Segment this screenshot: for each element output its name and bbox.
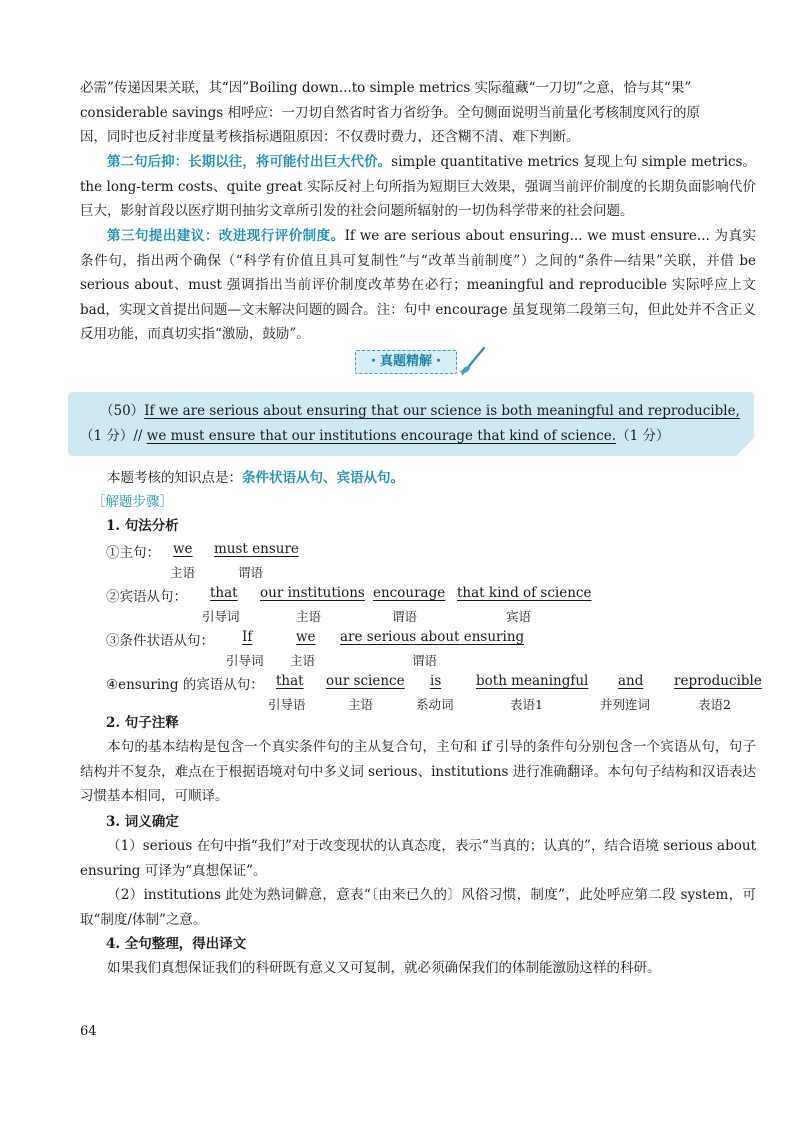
step-3-title: 3. 词义确定 xyxy=(106,814,179,830)
syntax-role: 系动词 xyxy=(416,697,454,712)
syntax-role: 谓语 xyxy=(238,565,264,580)
knowledge-prefix: 本题考核的知识点是： xyxy=(107,470,242,486)
syntax-role: 表语1 xyxy=(510,697,543,712)
syntax-row-conditional-clause-roles xyxy=(106,651,756,671)
syntax-row-object-clause xyxy=(106,585,756,605)
question-sentence-part2: we must ensure that our institutions encourage that kind of science. xyxy=(146,428,617,444)
syntax-role: 主语 xyxy=(290,653,316,668)
p1-line3: 因，同时也反衬非度量考核指标遇阻原因：不仅费时费力，还含糊不清、难下判断。 xyxy=(80,129,580,145)
syntax-label: ①主句： xyxy=(106,545,160,561)
syntax-row-main xyxy=(106,541,756,561)
syntax-word: reproducible xyxy=(674,673,762,689)
syntax-role: 并列连词 xyxy=(600,697,651,712)
knowledge-points xyxy=(80,466,756,491)
step-2-title: 2. 句子注释 xyxy=(106,715,179,731)
syntax-role: 表语2 xyxy=(698,697,731,712)
syntax-role: 引导词 xyxy=(226,653,264,668)
syntax-word: that kind of science xyxy=(457,585,592,601)
section-tag xyxy=(355,346,495,378)
knowledge-list: 条件状语从句、宾语从句。 xyxy=(242,470,404,486)
syntax-word: we xyxy=(296,629,316,645)
p1-line1: 必需”传递因果关联，其“因”Boiling down...to simple metrics 实际蕴藏“一刀切”之意，恰与其“果” xyxy=(80,80,692,96)
question-number: （50） xyxy=(100,403,145,419)
syntax-word: we xyxy=(173,541,193,557)
step-4-text: 如果我们真想保证我们的科研既有意义又可复制，就必须确保我们的体制能激励这样的科研。 xyxy=(107,960,661,976)
step-3-item-1: （1）serious 在句中指“我们”对于改变现状的认真态度，表示“当真的；认真的”，结合语境 serious about ensuring 可译为“真想保证”。 xyxy=(80,838,756,879)
syntax-word: our institutions xyxy=(260,585,365,601)
syntax-role: 主语 xyxy=(170,565,196,580)
syntax-row-main-roles xyxy=(106,563,756,583)
syntax-word: If xyxy=(242,629,253,645)
syntax-role: 宾语 xyxy=(506,609,532,624)
brush-icon xyxy=(457,346,487,376)
syntax-word: is xyxy=(430,673,442,689)
step-2-text: 本句的基本结构是包含一个真实条件句的主从复合句，主句和 if 引导的条件句分别包含一个宾语从句，句子结构并不复杂，难点在于根据语境对句中多义词 serious、institutions 进行准确翻译。本句句子结构和汉语表达习惯基本相同，可顺译。 xyxy=(80,739,756,804)
syntax-row-object-clause-roles xyxy=(106,607,756,627)
syntax-label: ④ensuring 的宾语从句： xyxy=(106,677,264,693)
syntax-word: that xyxy=(276,673,304,689)
paragraph-3 xyxy=(80,224,756,347)
syntax-word: that xyxy=(210,585,238,601)
syntax-role: 谓语 xyxy=(392,609,418,624)
syntax-role: 主语 xyxy=(348,697,374,712)
syntax-word: encourage xyxy=(373,585,446,601)
syntax-label: ②宾语从句： xyxy=(106,589,187,605)
section-tag-label: ・真题精解・ xyxy=(355,350,457,374)
p2-text: simple quantitative metrics 复现上句 simple metrics。the long-term costs、quite great 实际反衬上句所指为短期巨大效果，强调当前评价制度的长期负面影响代价巨大，影射首段以医疗期刊抽劣文章所引发的社会问题所辐射的一切伪科学带来的社会问题。 xyxy=(80,154,756,219)
p3-highlight: 第三句提出建议：改进现行评价制度。 xyxy=(107,228,345,244)
paragraph-1 xyxy=(80,76,756,150)
syntax-role: 引导语 xyxy=(268,697,306,712)
syntax-row-conditional-clause xyxy=(106,629,756,649)
steps-label: ［解题步骤］ xyxy=(92,494,173,510)
syntax-role: 主语 xyxy=(296,609,322,624)
syntax-row-ensuring-object xyxy=(106,673,766,693)
syntax-word: both meaningful xyxy=(476,673,589,689)
question-score-2: （1 分） xyxy=(616,428,670,444)
question-line-1 xyxy=(100,400,740,422)
syntax-label: ③条件状语从句： xyxy=(106,633,214,649)
step-3-item-2: （2）institutions 此处为熟词僻意，意表“〔由来已久的〕风俗习惯，制度”，此处呼应第二段 system，可取“制度/体制”之意。 xyxy=(80,887,756,928)
syntax-word: our science xyxy=(326,673,405,689)
question-sentence-part1: If we are serious about ensuring that our science is both meaningful and reproducible, xyxy=(144,403,740,419)
syntax-word: are serious about ensuring xyxy=(340,629,525,645)
p3-text: If we are serious about ensuring... we must ensure... 为真实条件句，指出两个确保（“科学有价值且具可复制性”与“改革当前制度”）之间的“条件—结果”关联，并借 be serious about、must 强调指出当前评价制度改革势在必行；meaningful and reproducible 实际呼应上文 bad，实现文首提出问题—文末解决问题的圆合。注：句中 encourage 虽复现第二段第三句，但此处并不含正义反用功能，而真切实指“激励，鼓励”。 xyxy=(80,228,756,342)
syntax-role: 谓语 xyxy=(412,653,438,668)
step-4-title: 4. 全句整理，得出译文 xyxy=(106,936,247,952)
question-score-1: （1 分）// xyxy=(80,428,143,444)
syntax-role: 引导词 xyxy=(202,609,240,624)
page-number: 64 xyxy=(80,1024,97,1039)
qbox-corner xyxy=(736,438,754,456)
paragraph-2 xyxy=(80,150,756,224)
p1-line2: considerable savings 相呼应：一刀切自然省时省力省纷争。全句侧面说明当前量化考核制度风行的原 xyxy=(80,104,700,121)
syntax-word: and xyxy=(618,673,644,689)
p2-highlight: 第二句后抑：长期以往，将可能付出巨大代价。 xyxy=(107,154,392,170)
step-1-title: 1. 句法分析 xyxy=(106,518,179,534)
syntax-word: must ensure xyxy=(214,541,299,557)
question-line-2 xyxy=(80,425,669,447)
